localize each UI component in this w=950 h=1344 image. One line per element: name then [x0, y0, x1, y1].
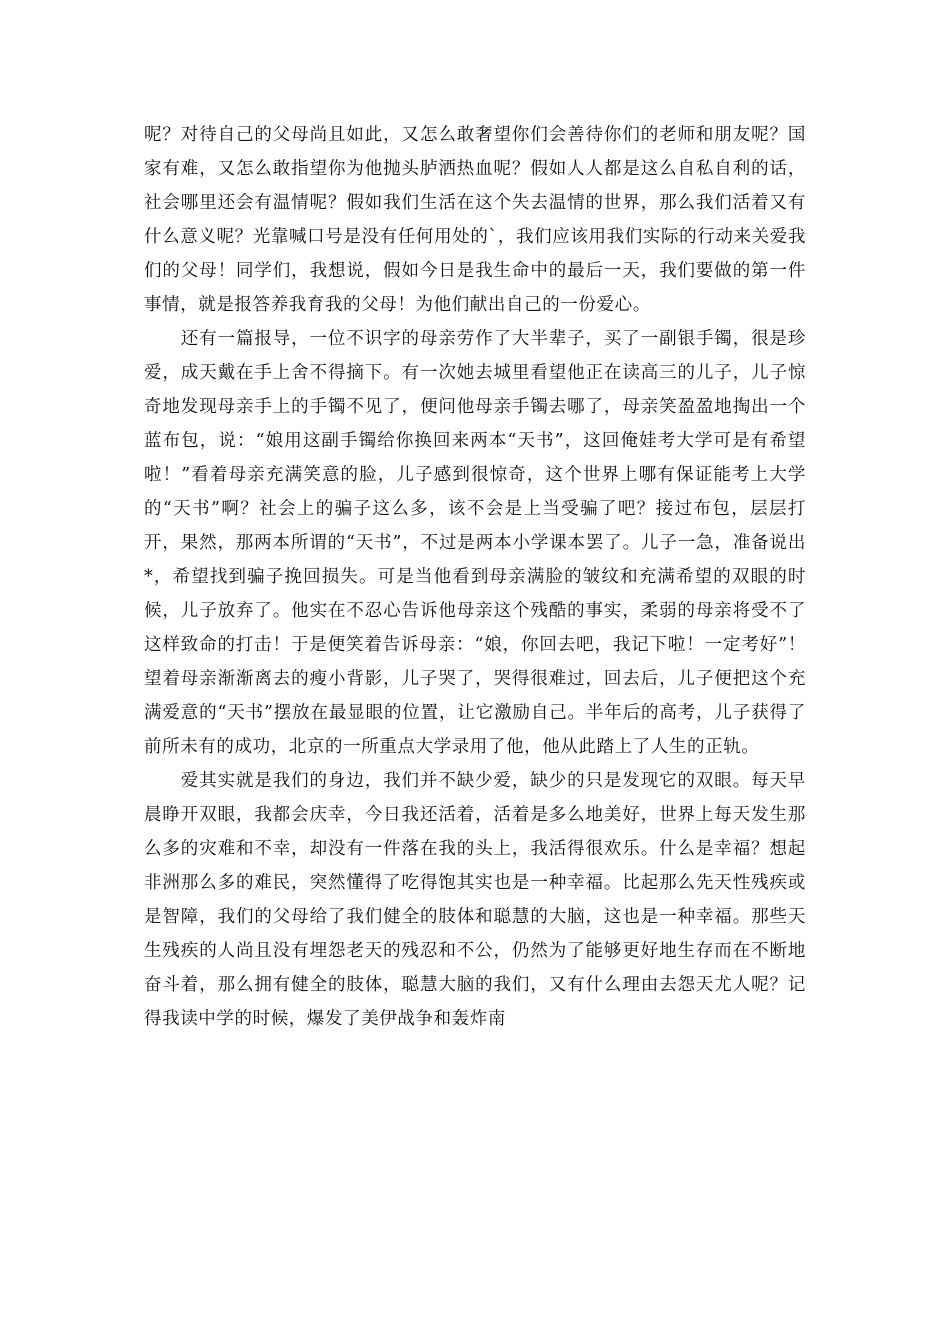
document-body	[144, 118, 806, 1036]
paragraph-continuation: 呢？对待自己的父母尚且如此，又怎么敢奢望你们会善待你们的老师和朋友呢？国家有难，又怎么敢指望你为他抛头胪洒热血呢？假如人人都是这么自私自利的话，社会哪里还会有温情呢？假如我们生活在这个失去温情的世界，那么我们活着又有什么意义呢？光靠喊口号是没有任何用处的`，我们应该用我们实际的行动来关爱我们的父母！同学们，我想说，假如今日是我生命中的最后一天，我们要做的第一件事情，就是报答养我育我的父母！为他们献出自己的一份爱心。	[144, 125, 806, 315]
paragraph-love-around-us: 爱其实就是我们的身边，我们并不缺少爱，缺少的只是发现它的双眼。每天早晨睁开双眼，我都会庆幸，今日我还活着，活着是多么地美好，世界上每天发生那么多的灾难和不幸，却没有一件落在我的头上，我活得很欢乐。什么是幸福？想起非洲那么多的难民，突然懂得了吃得饱其实也是一种幸福。比起那么先天性残疾或是智障，我们的父母给了我们健全的肢体和聪慧的大脑，这也是一种幸福。那些天生残疾的人尚且没有埋怨老天的残忍和不公，仍然为了能够更好地生存而在不断地奋斗着，那么拥有健全的肢体，聪慧大脑的我们，又有什么理由去怨天尤人呢？记得我读中学的时候，爆发了美伊战争和轰炸南	[144, 771, 806, 1029]
paragraph-mother-bracelet-story: 还有一篇报导，一位不识字的母亲劳作了大半辈子，买了一副银手镯，很是珍爱，成天戴在手上舍不得摘下。有一次她去城里看望他正在读高三的儿子，儿子惊奇地发现母亲手上的手镯不见了，便问他母亲手镯去哪了，母亲笑盈盈地掏出一个蓝布包，说：“娘用这副手镯给你换回来两本“天书”，这回俺娃考大学可是有希望啦！”看着母亲充满笑意的脸，儿子感到很惊奇，这个世界上哪有保证能考上大学的“天书”啊？社会上的骗子这么多，该不会是上当受骗了吧？接过布包，层层打开，果然，那两本所谓的“天书”，不过是两本小学课本罢了。儿子一急，准备说出*，希望找到骗子挽回损失。可是当他看到母亲满脸的皱纹和充满希望的双眼的时候，儿子放弃了。他实在不忍心告诉他母亲这个残酷的事实，柔弱的母亲将受不了这样致命的打击！于是便笑着告诉母亲：“娘，你回去吧，我记下啦！一定考好”！望着母亲渐渐离去的瘦小背影，儿子哭了，哭得很难过，回去后，儿子便把这个充满爱意的“天书”摆放在最显眼的位置，让它激励自己。半年后的高考，儿子获得了前所未有的成功，北京的一所重点大学录用了他，他从此踏上了人生的正轨。	[144, 329, 806, 757]
